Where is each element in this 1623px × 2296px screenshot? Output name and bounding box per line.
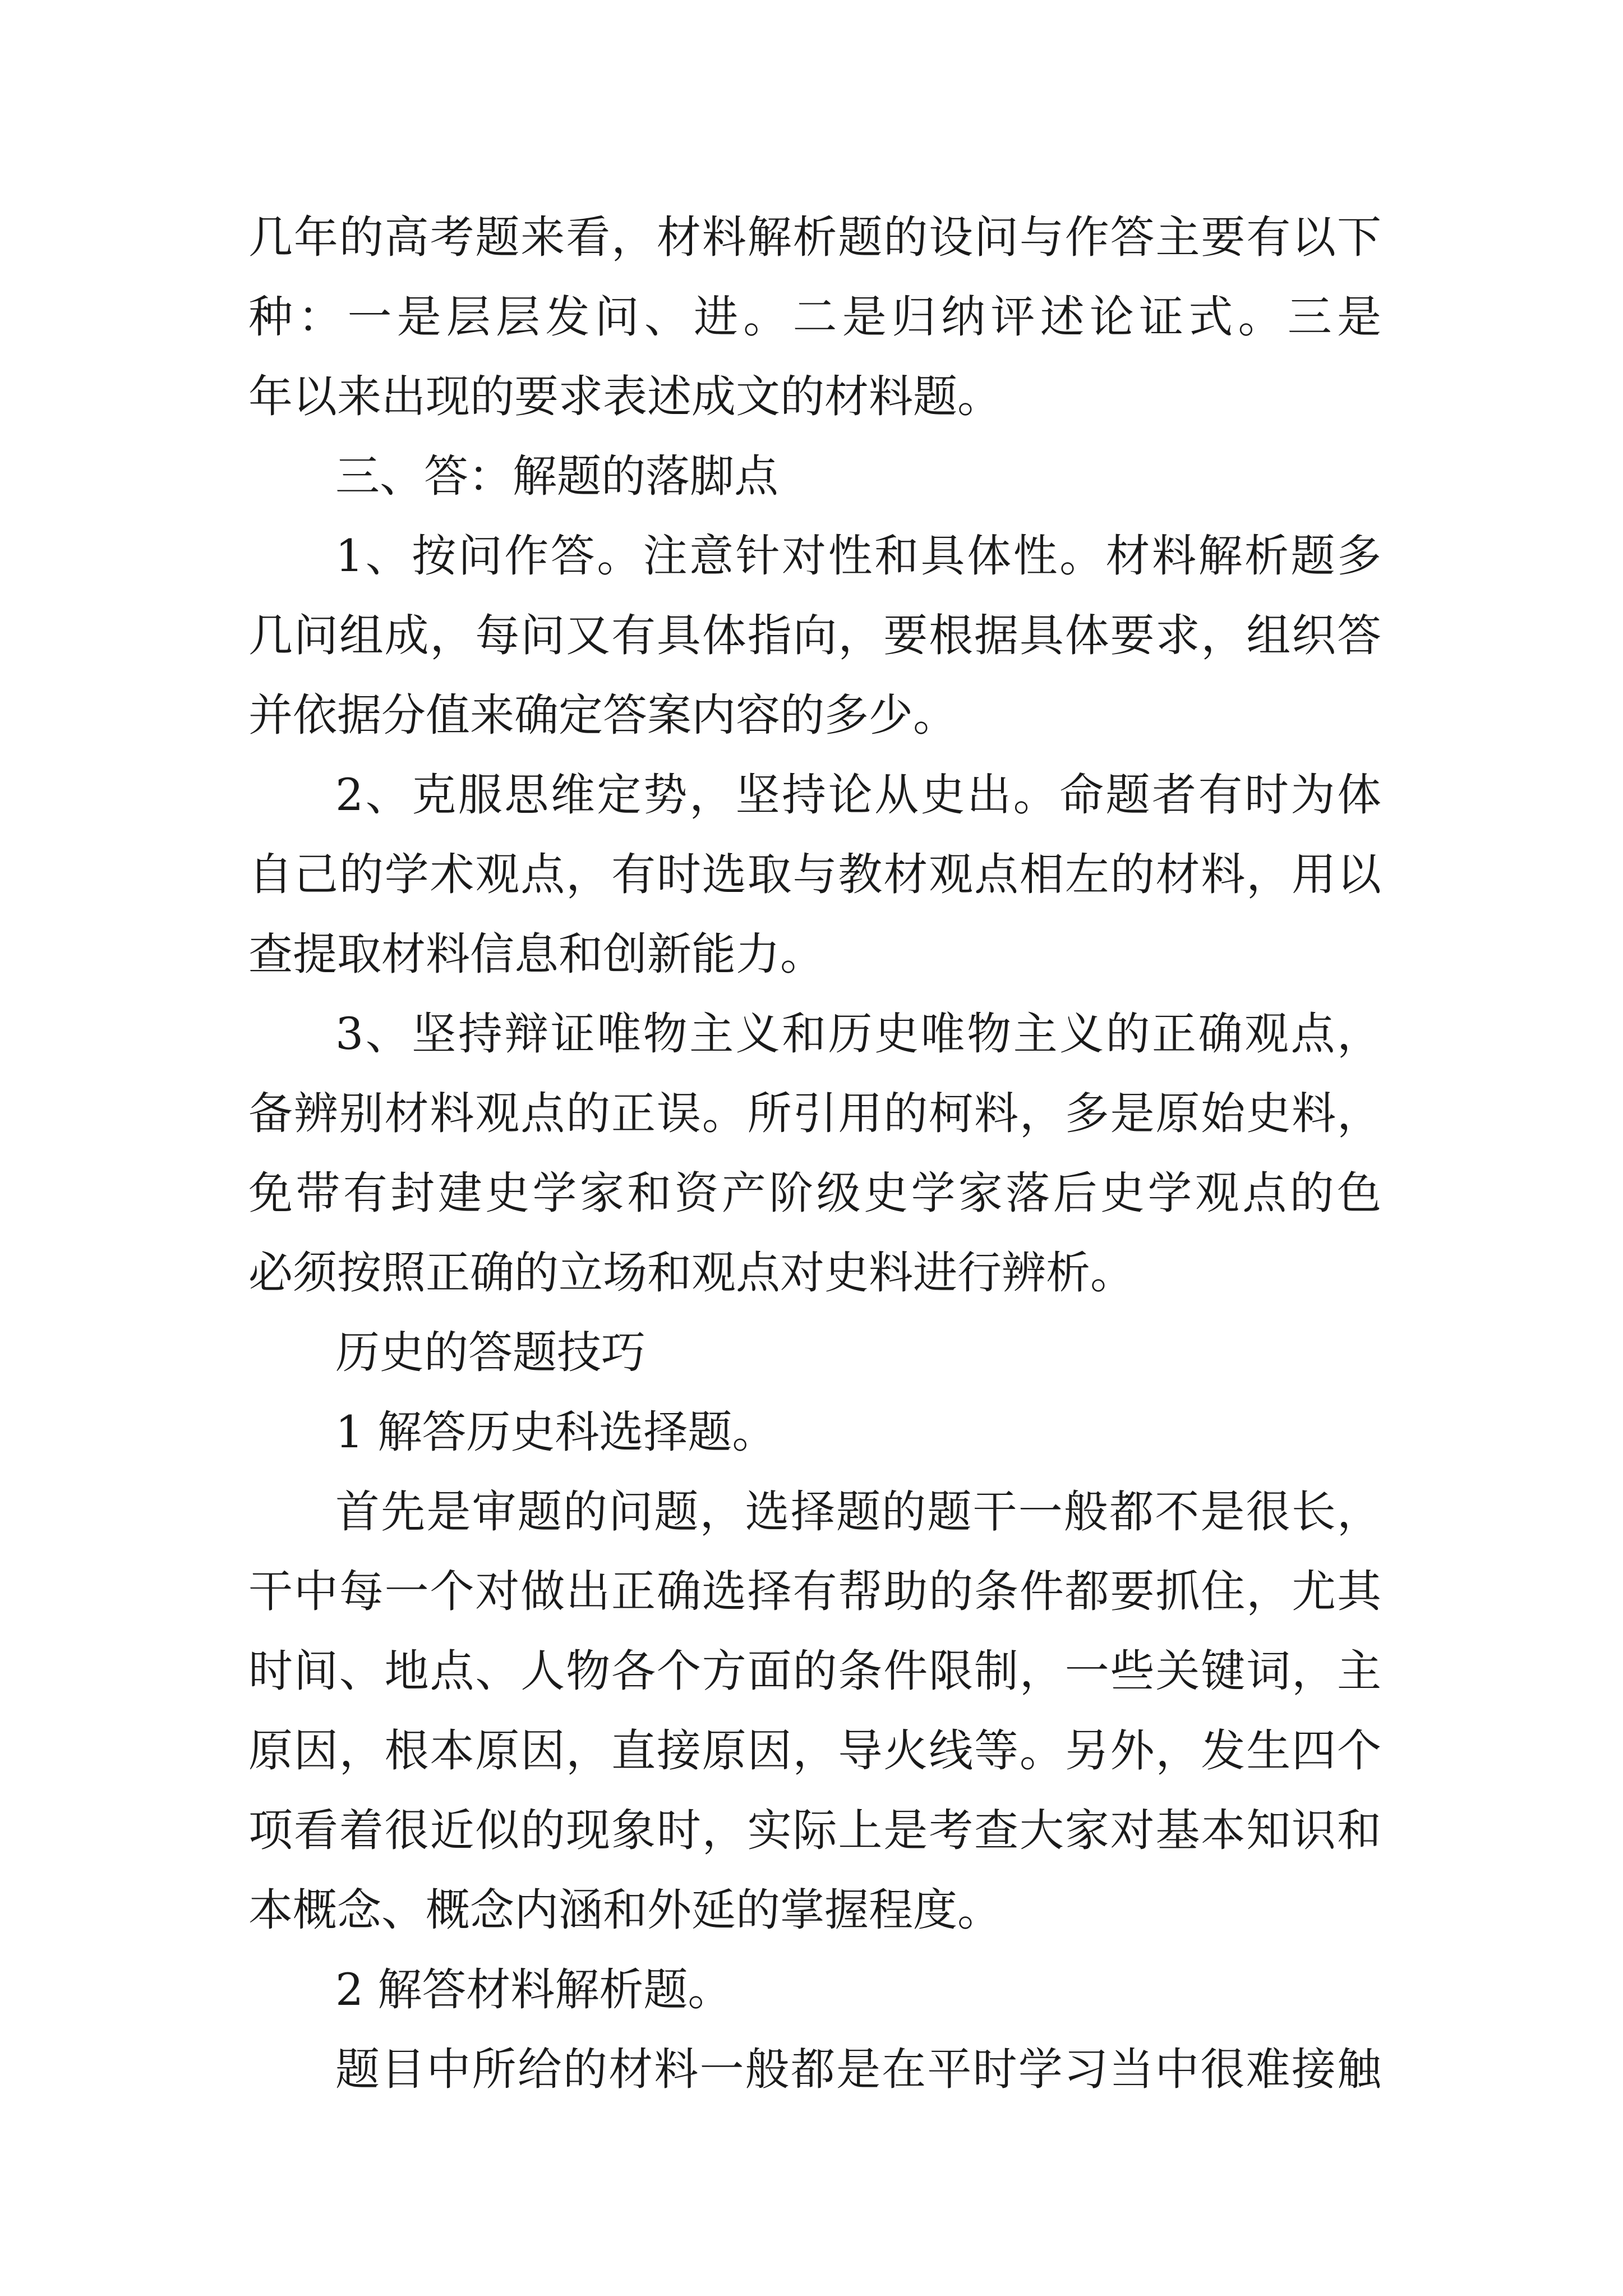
text-line: 免带有封建史学家和资产阶级史学家落后史学观点的色 [248,1167,1381,1219]
text-line: 备辨别材料观点的正误。所引用的柯料，多是原始史料， [248,1088,1381,1139]
text-line: 几年的高考题来看，材料解析题的设问与作答主要有以下 [248,211,1381,263]
text-line: 1 解答历史科选择题。 [335,1406,777,1458]
text-line: 项看着很近似的现象时，实际上是考查大家对基本知识和 [248,1805,1381,1856]
text-line: 2、克服思维定势，坚持论从史出。命题者有时为体 [335,769,1381,821]
text-line: 三、答：解题的落脚点 [335,450,778,502]
text-line: 题目中所给的材料一般都是在平时学习当中很难接触 [335,2044,1381,2095]
text-line: 原因，根本原因，直接原因，导火线等。另外，发生四个 [248,1725,1381,1777]
text-line: 1、按问作答。注意针对性和具体性。材料解析题多 [335,530,1381,582]
text-line: 干中每一个对做出正确选择有帮助的条件都要抓住，尤其 [248,1566,1381,1617]
text-line: 2 解答材料解析题。 [335,1964,732,2016]
text-line: 种：一是层层发问、进。二是归纳评述论证式。三是 [248,291,1381,343]
text-line: 历史的答题技巧 [335,1327,645,1378]
text-line: 必须按照正确的立场和观点对史料进行辨析。 [248,1247,1135,1299]
text-line: 首先是审题的问题，选择题的题干一般都不是很长， [335,1486,1381,1538]
text-line: 3、坚持辩证唯物主义和历史唯物主义的正确观点， [335,1008,1381,1060]
text-line: 本概念、概念内涵和外延的掌握程度。 [248,1884,1002,1936]
text-line: 年以来出现的要求表述成文的材料题。 [248,371,1002,422]
text-line: 并依据分值来确定答案内容的多少。 [248,689,957,741]
text-line: 时间、地点、人物各个方面的条件限制，一些关键词，主 [248,1645,1381,1697]
body-text [248,197,1381,2109]
text-line: 自己的学术观点，有时选取与教材观点相左的材料，用以 [248,849,1381,900]
text-line: 几问组成，每问又有具体指向，要根据具体要求，组织答 [248,610,1381,661]
text-line: 查提取材料信息和创新能力。 [248,928,824,980]
